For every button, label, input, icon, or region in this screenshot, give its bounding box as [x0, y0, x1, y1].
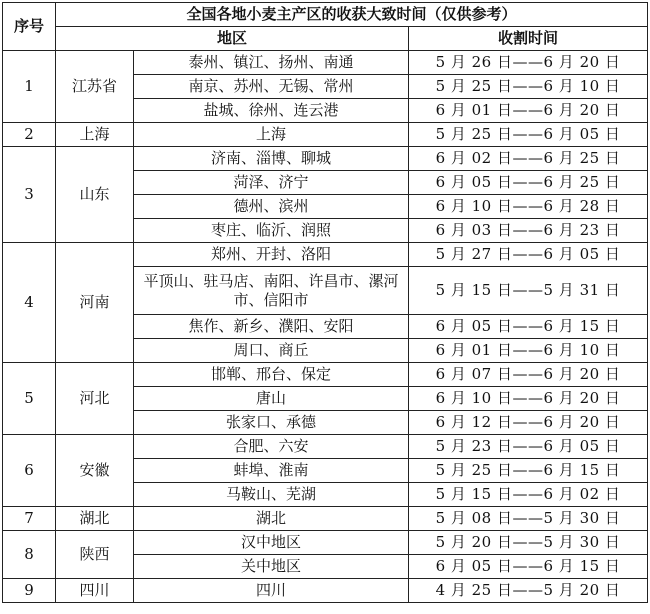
harvest-time-cell: 6 月 07 日——6 月 20 日	[409, 363, 648, 387]
province-cell: 湖北	[56, 507, 134, 531]
harvest-time-cell: 5 月 20 日——5 月 30 日	[409, 531, 648, 555]
harvest-time-cell: 5 月 25 日——6 月 15 日	[409, 459, 648, 483]
table-row	[3, 51, 648, 75]
area-cell: 四川	[134, 579, 409, 603]
harvest-time-cell: 6 月 01 日——6 月 10 日	[409, 339, 648, 363]
harvest-time-cell: 6 月 05 日——6 月 25 日	[409, 171, 648, 195]
harvest-time-cell: 6 月 05 日——6 月 15 日	[409, 555, 648, 579]
harvest-time-cell: 6 月 05 日——6 月 15 日	[409, 315, 648, 339]
header-area: 地区	[56, 27, 409, 51]
area-cell: 德州、滨州	[134, 195, 409, 219]
table-row	[3, 531, 648, 555]
area-cell: 泰州、镇江、扬州、南通	[134, 51, 409, 75]
area-cell: 合肥、六安	[134, 435, 409, 459]
province-cell: 四川	[56, 579, 134, 603]
area-cell: 南京、苏州、无锡、常州	[134, 75, 409, 99]
area-cell: 菏泽、济宁	[134, 171, 409, 195]
harvest-time-cell: 4 月 25 日——5 月 20 日	[409, 579, 648, 603]
area-cell: 郑州、开封、洛阳	[134, 243, 409, 267]
province-cell: 安徽	[56, 435, 134, 507]
province-cell: 陕西	[56, 531, 134, 579]
serial-no-cell: 5	[3, 363, 56, 435]
serial-no-cell: 7	[3, 507, 56, 531]
harvest-time-cell: 5 月 27 日——6 月 05 日	[409, 243, 648, 267]
serial-no-cell: 3	[3, 147, 56, 243]
area-cell: 盐城、徐州、连云港	[134, 99, 409, 123]
serial-no-cell: 6	[3, 435, 56, 507]
harvest-time-cell: 5 月 25 日——6 月 10 日	[409, 75, 648, 99]
area-cell: 邯郸、邢台、保定	[134, 363, 409, 387]
harvest-table-container	[2, 2, 648, 603]
serial-no-cell: 8	[3, 531, 56, 579]
area-cell: 焦作、新乡、濮阳、安阳	[134, 315, 409, 339]
area-cell: 平顶山、驻马店、南阳、许昌市、漯河市、信阳市	[134, 267, 409, 315]
harvest-time-cell: 6 月 10 日——6 月 20 日	[409, 387, 648, 411]
harvest-time-cell: 5 月 15 日——5 月 31 日	[409, 267, 648, 315]
harvest-time-cell: 5 月 23 日——6 月 05 日	[409, 435, 648, 459]
area-cell: 马鞍山、芜湖	[134, 483, 409, 507]
table-row	[3, 123, 648, 147]
area-cell: 济南、淄博、聊城	[134, 147, 409, 171]
province-cell: 上海	[56, 123, 134, 147]
area-cell: 汉中地区	[134, 531, 409, 555]
harvest-time-cell: 5 月 26 日——6 月 20 日	[409, 51, 648, 75]
table-body	[3, 51, 648, 603]
table-title-row	[3, 3, 648, 27]
table-row	[3, 363, 648, 387]
area-cell: 关中地区	[134, 555, 409, 579]
harvest-time-cell: 5 月 08 日——5 月 30 日	[409, 507, 648, 531]
harvest-time-cell: 6 月 10 日——6 月 28 日	[409, 195, 648, 219]
serial-no-cell: 1	[3, 51, 56, 123]
area-cell: 蚌埠、淮南	[134, 459, 409, 483]
serial-no-cell: 9	[3, 579, 56, 603]
harvest-time-cell: 6 月 12 日——6 月 20 日	[409, 411, 648, 435]
province-cell: 河南	[56, 243, 134, 363]
serial-no-cell: 4	[3, 243, 56, 363]
harvest-time-cell: 6 月 03 日——6 月 23 日	[409, 219, 648, 243]
table-header-row	[3, 27, 648, 51]
table-row	[3, 579, 648, 603]
header-serial-no: 序号	[3, 3, 56, 51]
harvest-table	[2, 2, 648, 603]
harvest-time-cell: 5 月 25 日——6 月 05 日	[409, 123, 648, 147]
area-cell: 张家口、承德	[134, 411, 409, 435]
province-cell: 江苏省	[56, 51, 134, 123]
table-row	[3, 435, 648, 459]
province-cell: 河北	[56, 363, 134, 435]
table-row	[3, 147, 648, 171]
harvest-time-cell: 6 月 02 日——6 月 25 日	[409, 147, 648, 171]
harvest-time-cell: 6 月 01 日——6 月 20 日	[409, 99, 648, 123]
province-cell: 山东	[56, 147, 134, 243]
area-cell: 唐山	[134, 387, 409, 411]
table-title: 全国各地小麦主产区的收获大致时间（仅供参考）	[56, 3, 648, 27]
table-row	[3, 507, 648, 531]
table-row	[3, 243, 648, 267]
area-cell: 枣庄、临沂、润照	[134, 219, 409, 243]
area-cell: 周口、商丘	[134, 339, 409, 363]
serial-no-cell: 2	[3, 123, 56, 147]
harvest-time-cell: 5 月 15 日——6 月 02 日	[409, 483, 648, 507]
area-cell: 上海	[134, 123, 409, 147]
area-cell: 湖北	[134, 507, 409, 531]
header-harvest-time: 收割时间	[409, 27, 648, 51]
